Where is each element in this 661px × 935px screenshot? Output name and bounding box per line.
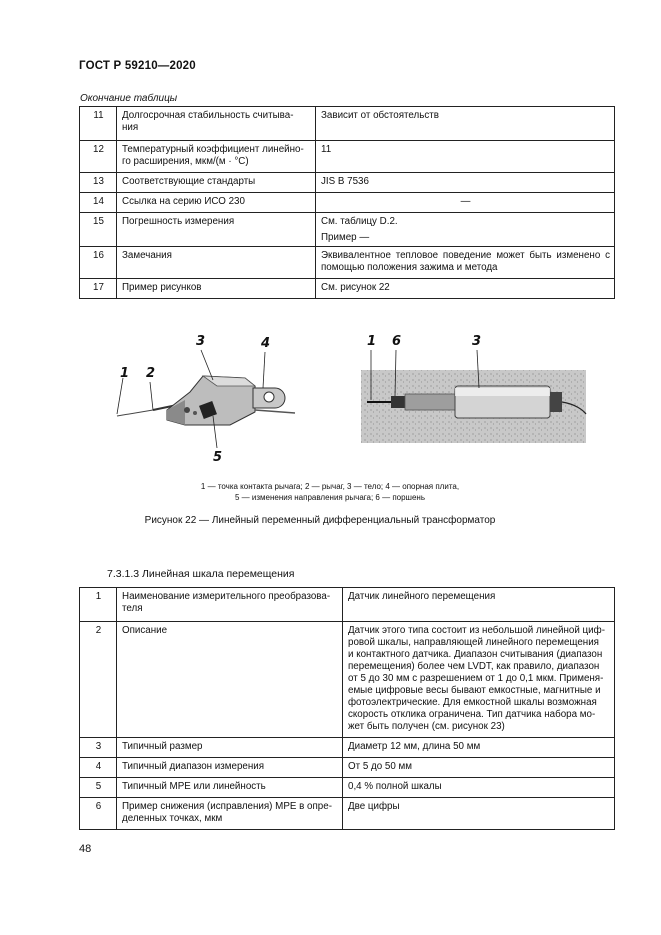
row-name: Пример рисунков bbox=[117, 279, 316, 299]
row-value: От 5 до 50 мм bbox=[343, 758, 615, 778]
table-row bbox=[80, 247, 615, 279]
row-number: 17 bbox=[80, 279, 117, 299]
row-number: 6 bbox=[80, 798, 117, 830]
table-row bbox=[80, 588, 615, 622]
row-value: Диаметр 12 мм, длина 50 мм bbox=[343, 738, 615, 758]
callout-3-right: 3 bbox=[472, 334, 482, 349]
plunger-probe-photo bbox=[361, 370, 586, 443]
row-value: Эквивалентное тепловое поведение может быть изменено с помощью положения зажима и метода bbox=[316, 247, 615, 279]
row-name: Ссылка на серию ИСО 230 bbox=[117, 193, 316, 213]
bottom-table bbox=[79, 587, 615, 830]
row-number: 13 bbox=[80, 173, 117, 193]
row-value: 11 bbox=[316, 141, 615, 173]
row-value: Датчик этого типа состоит из небольшой линейной циф- ровой шкалы, направляющей линейного перемещения и контактного датчика. Диапазон считывания (диапазон перемещения) более чем LVDT, как правило, диапазон от 5 до 30 мм с разрешением от 1 до 0,1 мкм. Применя- емые цифровые весы бывают емкостные, магнитные и фотоэлектрические. Для емкостной шкалы возможная скорость отклика ограничена. Тип датчика набора мо- жет быть получен (см. рисунок 23) bbox=[343, 622, 615, 738]
table-row bbox=[80, 279, 615, 299]
lvdt-drawings bbox=[105, 330, 625, 465]
row-name: Типичный диапазон измерения bbox=[117, 758, 343, 778]
row-number: 12 bbox=[80, 141, 117, 173]
section-title: 7.3.1.3 Линейная шкала перемещения bbox=[107, 568, 295, 580]
table-row bbox=[80, 107, 615, 141]
document-header: ГОСТ Р 59210—2020 bbox=[79, 60, 196, 72]
row-value: Две цифры bbox=[343, 798, 615, 830]
table-row bbox=[80, 213, 615, 247]
row-number: 11 bbox=[80, 107, 117, 141]
callout-5-left: 5 bbox=[213, 450, 223, 465]
row-name: Погрешность измерения bbox=[117, 213, 316, 247]
row-value: Зависит от обстоятельств bbox=[316, 107, 615, 141]
figure-legend-line: 1 — точка контакта рычага; 2 — рычаг, 3 — тело; 4 — опорная плита, bbox=[200, 482, 460, 491]
row-name: Типичный МРЕ или линейность bbox=[117, 778, 343, 798]
table-row bbox=[80, 778, 615, 798]
table-row bbox=[80, 738, 615, 758]
figure-legend-line: 5 — изменения направления рычага; 6 — поршень bbox=[234, 493, 426, 502]
callout-2-left: 2 bbox=[146, 366, 156, 381]
row-value-line: См. таблицу D.2. bbox=[321, 216, 398, 227]
row-value: См. рисунок 22 bbox=[316, 279, 615, 299]
table-row bbox=[80, 622, 615, 738]
row-value: Датчик линейного перемещения bbox=[343, 588, 615, 622]
row-value bbox=[316, 213, 615, 247]
row-name: Наименование измерительного преобразова- теля bbox=[117, 588, 343, 622]
row-number: 2 bbox=[80, 622, 117, 738]
row-number: 1 bbox=[80, 588, 117, 622]
callout-1-left: 1 bbox=[120, 366, 130, 381]
row-name: Типичный размер bbox=[117, 738, 343, 758]
row-number: 14 bbox=[80, 193, 117, 213]
row-number: 4 bbox=[80, 758, 117, 778]
table-continuation-caption: Окончание таблицы bbox=[80, 93, 178, 104]
callout-4-left: 4 bbox=[261, 336, 271, 351]
lever-probe-image bbox=[117, 376, 295, 425]
figure-title: Рисунок 22 — Линейный переменный дифференциальный трансформатор bbox=[144, 515, 496, 526]
callout-3-left: 3 bbox=[196, 334, 206, 349]
row-name: Соответствующие стандарты bbox=[117, 173, 316, 193]
table-row bbox=[80, 798, 615, 830]
row-number: 3 bbox=[80, 738, 117, 758]
row-number: 5 bbox=[80, 778, 117, 798]
row-value: JIS В 7536 bbox=[316, 173, 615, 193]
page-number: 48 bbox=[79, 843, 92, 855]
table-row bbox=[80, 193, 615, 213]
top-table bbox=[79, 106, 615, 299]
row-value: 0,4 % полной шкалы bbox=[343, 778, 615, 798]
table-row bbox=[80, 141, 615, 173]
row-number: 16 bbox=[80, 247, 117, 279]
row-name: Замечания bbox=[117, 247, 316, 279]
row-value-example: Пример — bbox=[321, 232, 370, 243]
table-row bbox=[80, 173, 615, 193]
row-name: Описание bbox=[117, 622, 343, 738]
row-name: Долгосрочная стабильность считыва- ния bbox=[117, 107, 316, 141]
figure-22 bbox=[105, 330, 625, 465]
figure-legend bbox=[90, 481, 570, 503]
callout-1-right: 1 bbox=[367, 334, 377, 349]
row-number: 15 bbox=[80, 213, 117, 247]
row-name: Температурный коэффициент линейно- го расширения, мкм/(м · °С) bbox=[117, 141, 316, 173]
row-name: Пример снижения (исправления) МРЕ в опре- деленных точках, мкм bbox=[117, 798, 343, 830]
table-row bbox=[80, 758, 615, 778]
row-value: — bbox=[316, 193, 615, 213]
callout-6-right: 6 bbox=[392, 334, 402, 349]
